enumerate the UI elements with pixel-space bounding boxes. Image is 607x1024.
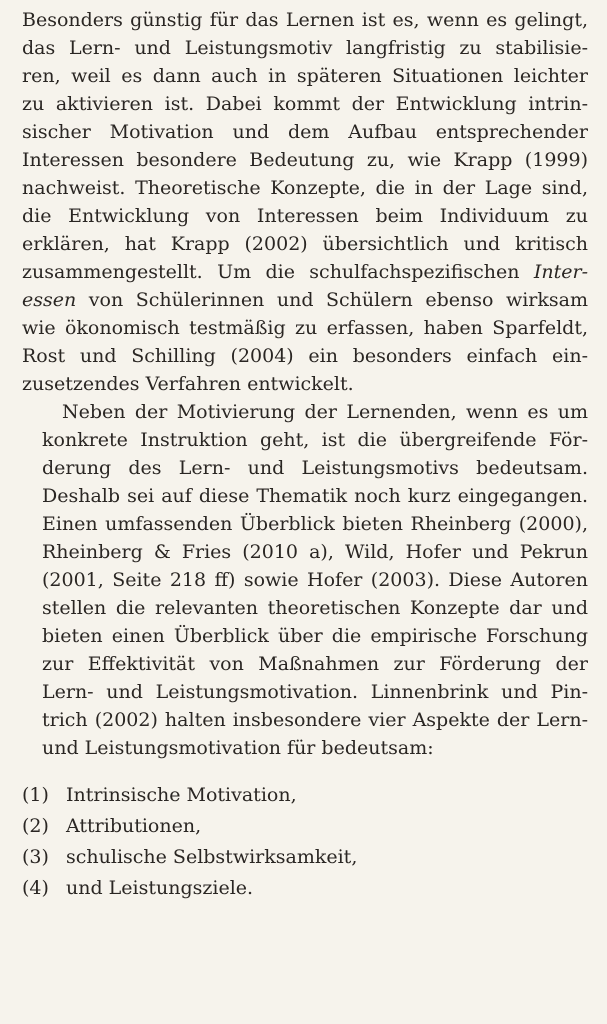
text-line: stellen die relevanten theoretischen Konzepte dar und — [42, 597, 588, 619]
text-line: ren, weil es dann auch in späteren Situationen leichter — [22, 65, 588, 87]
document-page — [22, 6, 588, 904]
list-text: und Leistungsziele. — [66, 877, 254, 899]
text-line: wie ökonomisch testmäßig zu erfassen, haben Sparfeldt, — [22, 317, 588, 339]
text-line: und Leistungsmotivation für bedeutsam: — [42, 737, 434, 759]
list-text: schulische Selbstwirksamkeit, — [66, 846, 358, 868]
text-line: Lern- und Leistungsmotivation. Linnenbrink und Pin- — [42, 681, 588, 703]
text-line: nachweist. Theoretische Konzepte, die in der Lage sind, — [22, 177, 588, 199]
text-line: die Entwicklung von Interessen beim Individuum zu — [22, 205, 588, 227]
text-line: Rost und Schilling (2004) ein besonders einfach ein- — [22, 345, 588, 367]
text-line: zu aktivieren ist. Dabei kommt der Entwicklung intrin- — [22, 93, 588, 115]
italic-word: essen — [22, 289, 77, 311]
text-line: Interessen besondere Bedeutung zu, wie Krapp (1999) — [22, 149, 588, 171]
italic-word: Inter- — [533, 261, 588, 283]
text-line: (2001, Seite 218 ff) sowie Hofer (2003). Diese Autoren — [42, 569, 588, 591]
text-line-with-italic — [22, 286, 588, 314]
text-line: Rheinberg & Fries (2010 a), Wild, Hofer und Pekrun — [42, 541, 588, 563]
list-text: Attributionen, — [66, 815, 202, 837]
list-item — [22, 780, 588, 811]
text-line: Deshalb sei auf diese Thematik noch kurz eingegangen. — [42, 485, 588, 507]
text-segment: zusammengestellt. Um die schulfachspezifischen — [22, 261, 534, 283]
list-number: (3) — [22, 846, 49, 868]
text-line: Einen umfassenden Überblick bieten Rheinberg (2000), — [42, 513, 588, 535]
text-line: Neben der Motivierung der Lernenden, wenn es um — [62, 401, 588, 423]
list-number: (1) — [22, 784, 49, 806]
list-item — [22, 873, 588, 904]
text-line: sischer Motivation und dem Aufbau entsprechender — [22, 121, 588, 143]
text-line: konkrete Instruktion geht, ist die übergreifende För- — [42, 429, 588, 451]
text-line: derung des Lern- und Leistungsmotivs bedeutsam. — [42, 457, 588, 479]
text-segment: von Schülerinnen und Schülern ebenso wirksam — [76, 289, 588, 311]
list-item — [22, 811, 588, 842]
text-line: erklären, hat Krapp (2002) übersichtlich und kritisch — [22, 233, 588, 255]
list-item — [22, 842, 588, 873]
text-line: Besonders günstig für das Lernen ist es, wenn es gelingt, — [22, 9, 588, 31]
text-line: bieten einen Überblick über die empirische Forschung — [42, 625, 588, 647]
text-line: zur Effektivität von Maßnahmen zur Förderung der — [42, 653, 588, 675]
text-line: das Lern- und Leistungsmotiv langfristig zu stabilisie- — [22, 37, 588, 59]
paragraph-1 — [22, 6, 588, 398]
numbered-list — [22, 780, 588, 904]
text-line: trich (2002) halten insbesondere vier Aspekte der Lern- — [42, 709, 588, 731]
text-line-with-italic — [22, 258, 588, 286]
list-text: Intrinsische Motivation, — [66, 784, 297, 806]
text-line: zusetzendes Verfahren entwickelt. — [22, 373, 354, 395]
list-number: (2) — [22, 815, 49, 837]
list-number: (4) — [22, 877, 49, 899]
paragraph-2 — [22, 398, 588, 762]
